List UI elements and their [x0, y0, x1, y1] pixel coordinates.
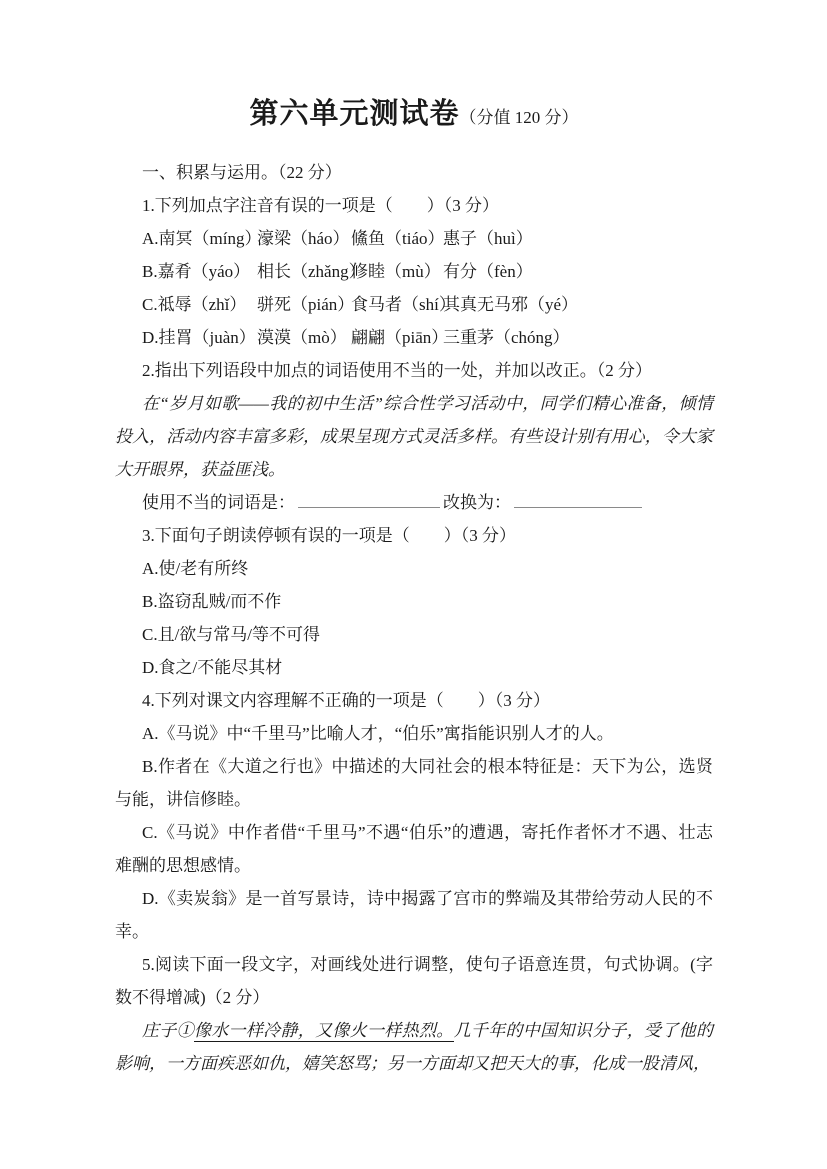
q1-option-cell: 骈死（pián） [257, 295, 355, 314]
q5-passage [115, 1014, 713, 1080]
section-heading: 一、积累与运用。（22 分） [142, 163, 342, 182]
q1-option-row-b [142, 255, 713, 288]
question-4 [115, 684, 713, 948]
q5-stem: 5.阅读下面一段文字，对画线处进行调整，使句子语意连贯，句式协调。(字数不得增减)（2 分） [115, 955, 713, 1007]
q3-option-b: B.盗窃乱贼/而不作 [142, 592, 282, 611]
q3-option-c: C.且/欲与常马/等不可得 [142, 625, 321, 644]
q5-underlined-text: 像水一样冷静，又像火一样热烈。 [193, 1021, 454, 1040]
q4-option-b: B.作者在《大道之行也》中描述的大同社会的根本特征是：天下为公，选贤与能，讲信修睦。 [115, 757, 713, 809]
doc-title [115, 94, 713, 136]
q1-option-cell: 三重茅（chóng） [443, 328, 570, 347]
q1-option-cell: 其真无马邪（yé） [443, 295, 579, 314]
q1-option-row-c [142, 288, 713, 321]
q1-option-row-d [142, 321, 713, 354]
q4-option-d: D.《卖炭翁》是一首写景诗，诗中揭露了宫市的弊端及其带给劳动人民的不幸。 [115, 889, 713, 941]
q4-option-c: C.《马说》中作者借“千里马”不遇“伯乐”的遭遇，寄托作者怀才不遇、壮志难酬的思想感情。 [115, 823, 713, 875]
q4-option-a: A.《马说》中“千里马”比喻人才，“伯乐”寓指能识别人才的人。 [142, 724, 614, 743]
q2-answer-blank-1 [298, 492, 440, 508]
q1-option-row-a [142, 222, 713, 255]
question-1 [115, 189, 713, 354]
question-2 [115, 354, 713, 519]
q1-option-cell: 修睦（mù） [351, 262, 441, 281]
q4-stem: 4.下列对课文内容理解不正确的一项是（ ）（3 分） [142, 691, 550, 710]
q1-option-cell: 翩翩（piān） [351, 328, 449, 347]
q5-passage-rest: 几千年的中国知识分子，受了他的影响，一方面疾恶如仇，嬉笑怒骂；另一方面却又把天大的事，化成一股清风， [115, 1021, 713, 1073]
q1-option-cell: 鯈鱼（tiáo） [351, 229, 445, 248]
q2-blank-label-1: 使用不当的词语是： [142, 493, 295, 512]
q1-option-cell: 濠梁（háo） [257, 229, 350, 248]
q2-stem: 2.指出下列语段中加点的词语使用不当的一处，并加以改正。（2 分） [142, 361, 652, 380]
q2-answer-blank-2 [514, 492, 642, 508]
question-5 [115, 948, 713, 1080]
question-3 [115, 519, 713, 684]
q1-option-cell: A.南冥（míng） [142, 229, 262, 248]
q3-option-d: D.食之/不能尽其材 [142, 658, 283, 677]
q1-option-cell: 漠漠（mò） [257, 328, 347, 347]
title-score-note: （分值 120 分） [459, 108, 579, 127]
q1-stem: 1.下列加点字注音有误的一项是（ ）（3 分） [142, 196, 499, 215]
q1-option-cell: 有分（fèn） [443, 262, 533, 281]
q2-answer-line [142, 486, 713, 519]
q1-option-cell: C.祗辱（zhǐ） [142, 295, 247, 314]
q1-option-cell: D.挂罥（juàn） [142, 328, 256, 347]
q1-option-cell: B.嘉肴（yáo） [142, 262, 251, 281]
page-title: 第六单元测试卷 [249, 98, 460, 130]
q3-stem: 3.下面句子朗读停顿有误的一项是（ ）（3 分） [142, 526, 516, 545]
q5-passage-prefix: 庄子① [142, 1021, 194, 1040]
q2-blank-label-2: 改换为： [443, 493, 511, 512]
q1-option-cell: 食马者（shí） [351, 295, 456, 314]
q1-option-cell: 惠子（huì） [443, 229, 533, 248]
q1-option-cell: 相长（zhǎng） [257, 262, 366, 281]
q3-option-a: A.使/老有所终 [142, 559, 249, 578]
q2-passage: 在“岁月如歌——我的初中生活”综合性学习活动中，同学们精心准备，倾情投入，活动内容丰富多彩，成果呈现方式灵活多样。有些设计别有用心，令大家大开眼界，获益匪浅。 [115, 394, 713, 479]
